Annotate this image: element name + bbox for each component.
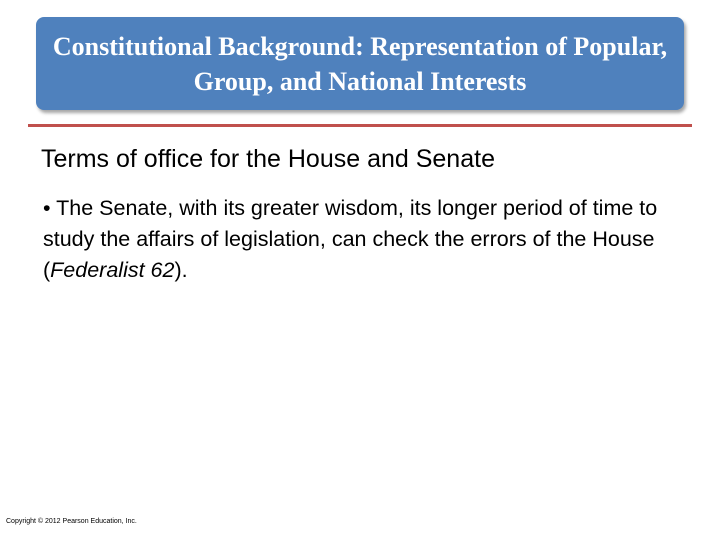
copyright-notice: Copyright © 2012 Pearson Education, Inc.	[6, 518, 137, 525]
slide-heading: Terms of office for the House and Senate	[41, 145, 495, 173]
bullet-text-end: ).	[174, 258, 188, 282]
bullet-marker: •	[43, 196, 51, 220]
bullet-item	[43, 193, 693, 286]
bullet-citation: Federalist 62	[50, 258, 175, 282]
slide-title: Constitutional Background: Representation of Popular, Group, and National Interests	[52, 31, 668, 96]
slide-title-bar	[36, 17, 684, 110]
title-divider	[28, 124, 692, 127]
bullet-text: The Senate, with its greater wisdom, its longer period of time to study the affairs of legislation, can check the errors of the House (	[43, 196, 658, 282]
